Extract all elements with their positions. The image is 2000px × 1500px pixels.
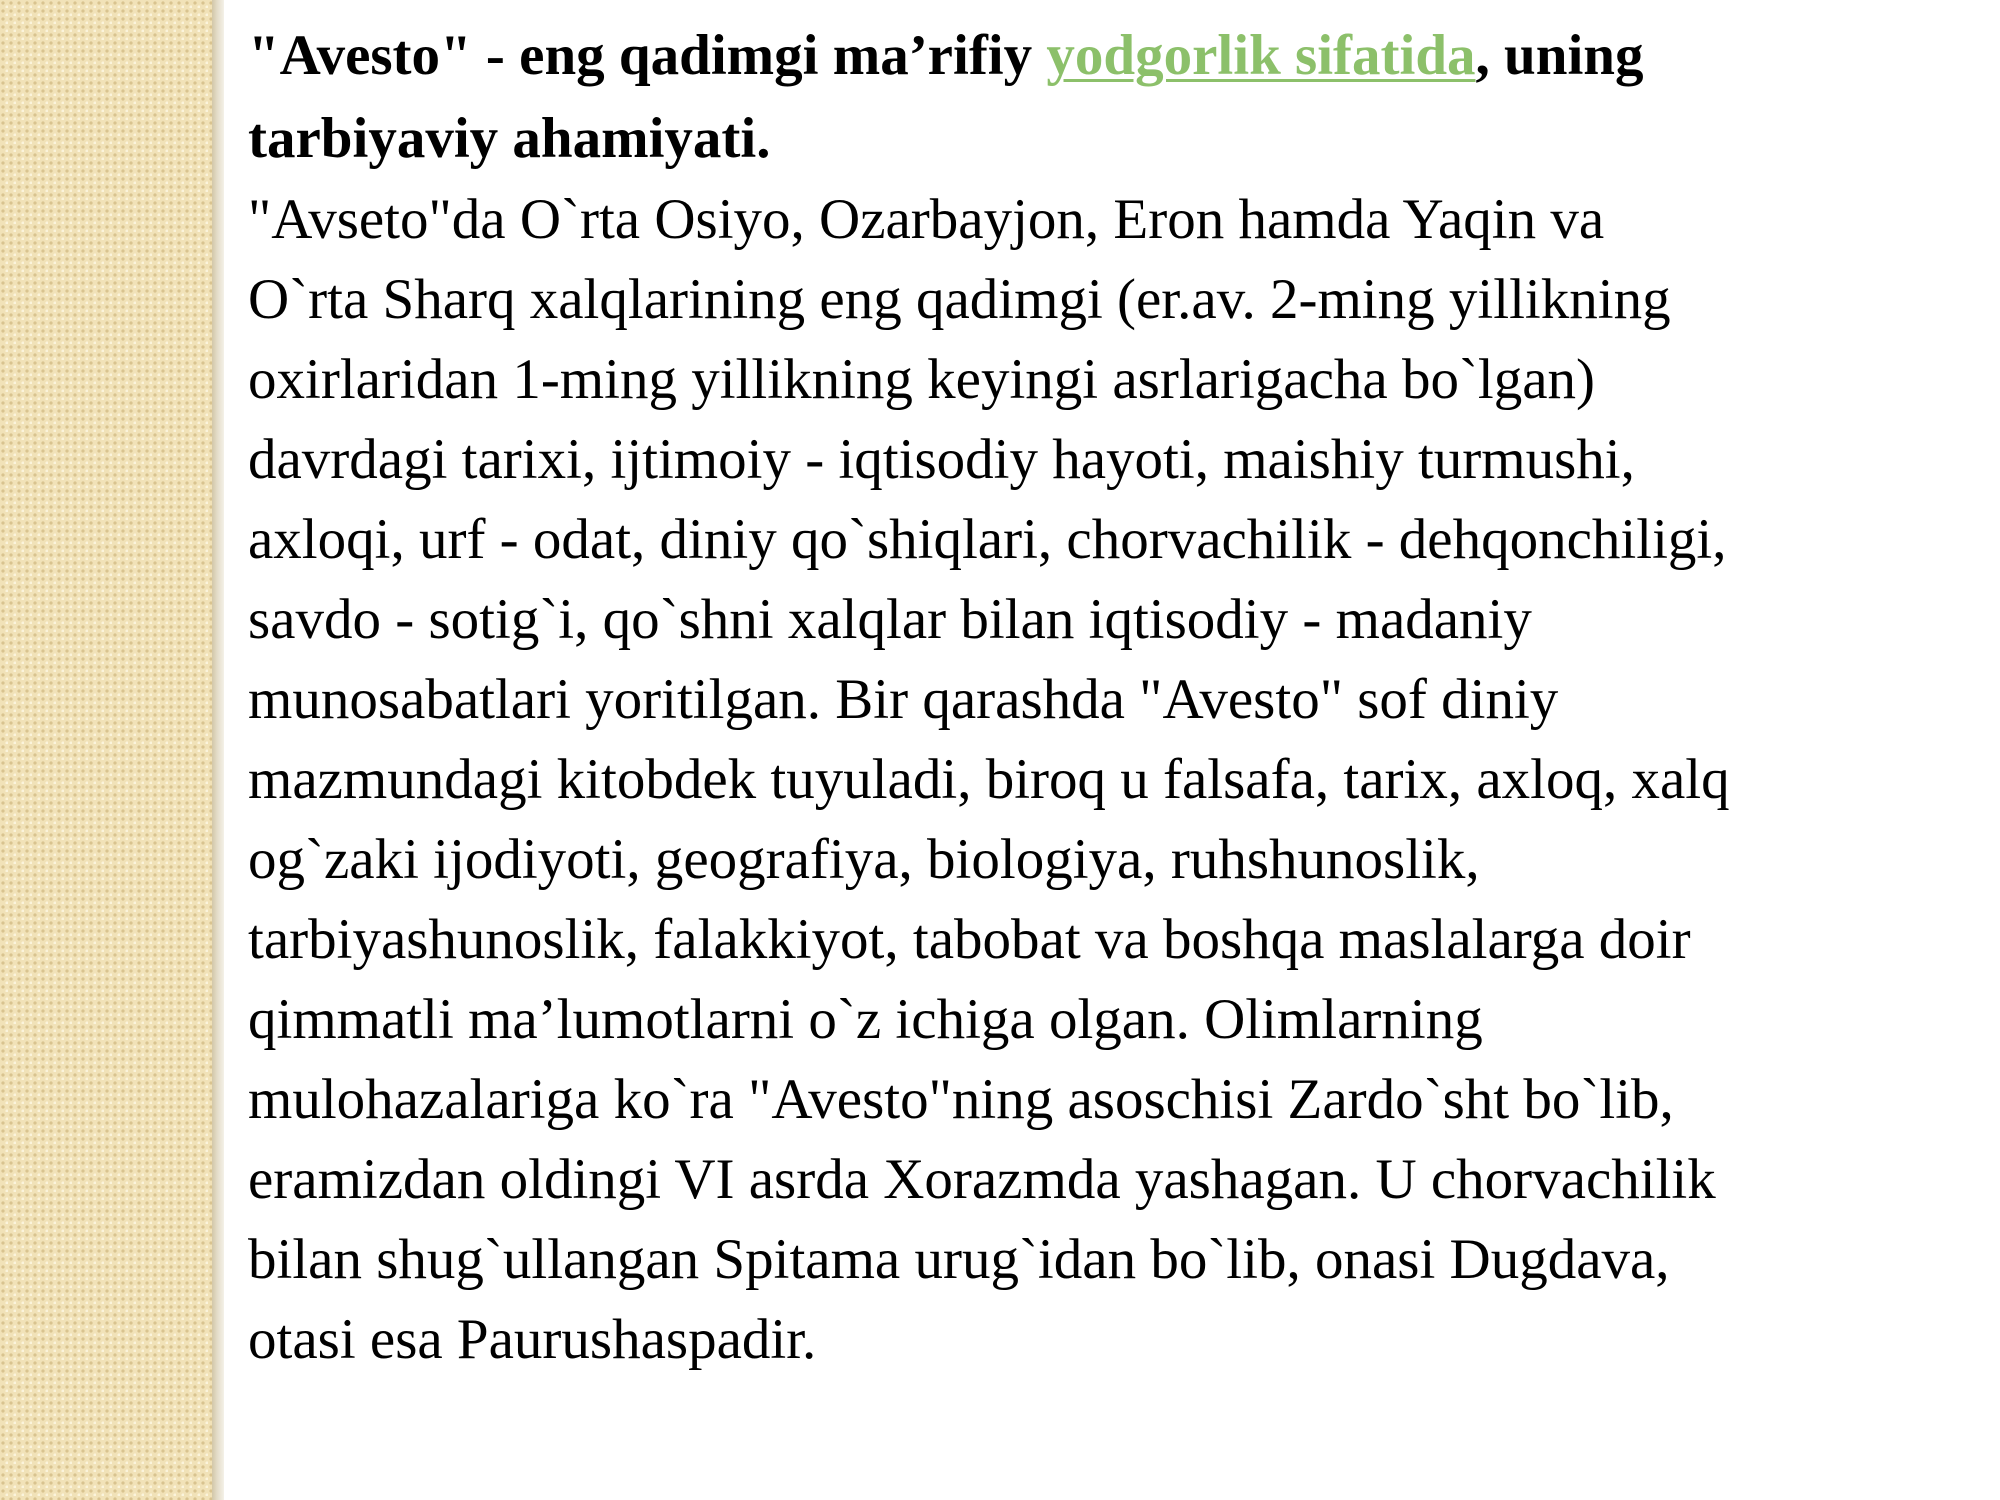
body-line: qimmatli ma’lumotlarni o`z ichiga olgan. Olimlarning — [248, 988, 1483, 1051]
body-line: bilan shug`ullangan Spitama urug`idan bo`lib, onasi Dugdava, — [248, 1228, 1670, 1291]
body-line: mulohazalariga ko`ra "Avesto"ning asoschisi Zardo`sht bo`lib, — [248, 1068, 1674, 1131]
title-text-end: , uning — [1475, 24, 1644, 87]
decorative-side-band — [0, 0, 212, 1500]
body-line: "Avseto"da O`rta Osiyo, Ozarbayjon, Eron hamda Yaqin va — [248, 188, 1605, 251]
title-text-start: "Avesto" - eng qadimgi ma’rifiy — [248, 24, 1047, 87]
body-line: og`zaki ijodiyoti, geografiya, biologiya, ruhshunoslik, — [248, 828, 1480, 891]
body-line: mazmundagi kitobdek tuyuladi, biroq u falsafa, tarix, axloq, xalq — [248, 748, 1730, 811]
title-text-line2: tarbiyaviy ahamiyati. — [248, 107, 771, 170]
side-band-shadow — [212, 0, 224, 1500]
body-line: O`rta Sharq xalqlarining eng qadimgi (er.av. 2-ming yillikning — [248, 268, 1671, 331]
body-line: axloqi, urf - odat, diniy qo`shiqlari, chorvachilik - dehqonchiligi, — [248, 508, 1727, 571]
body-line: otasi esa Paurushaspadir. — [248, 1308, 817, 1371]
body-line: oxirlaridan 1-ming yillikning keyingi asrlarigacha bo`lgan) — [248, 348, 1596, 411]
body-line: davrdagi tarixi, ijtimoiy - iqtisodiy hayoti, maishiy turmushi, — [248, 428, 1635, 491]
title-hyperlink[interactable]: yodgorlik sifatida — [1046, 24, 1476, 87]
body-line: savdo - sotig`i, qo`shni xalqlar bilan iqtisodiy - madaniy — [248, 588, 1532, 651]
slide-content — [248, 14, 1988, 1380]
body-line: munosabatlari yoritilgan. Bir qarashda "Avesto" sof diniy — [248, 668, 1559, 731]
body-line: eramizdan oldingi VI asrda Xorazmda yashagan. U chorvachilik — [248, 1148, 1716, 1211]
body-line: tarbiyashunoslik, falakkiyot, tabobat va boshqa maslalarga doir — [248, 908, 1691, 971]
body-paragraph — [248, 180, 1988, 1380]
slide-title — [248, 14, 1988, 180]
